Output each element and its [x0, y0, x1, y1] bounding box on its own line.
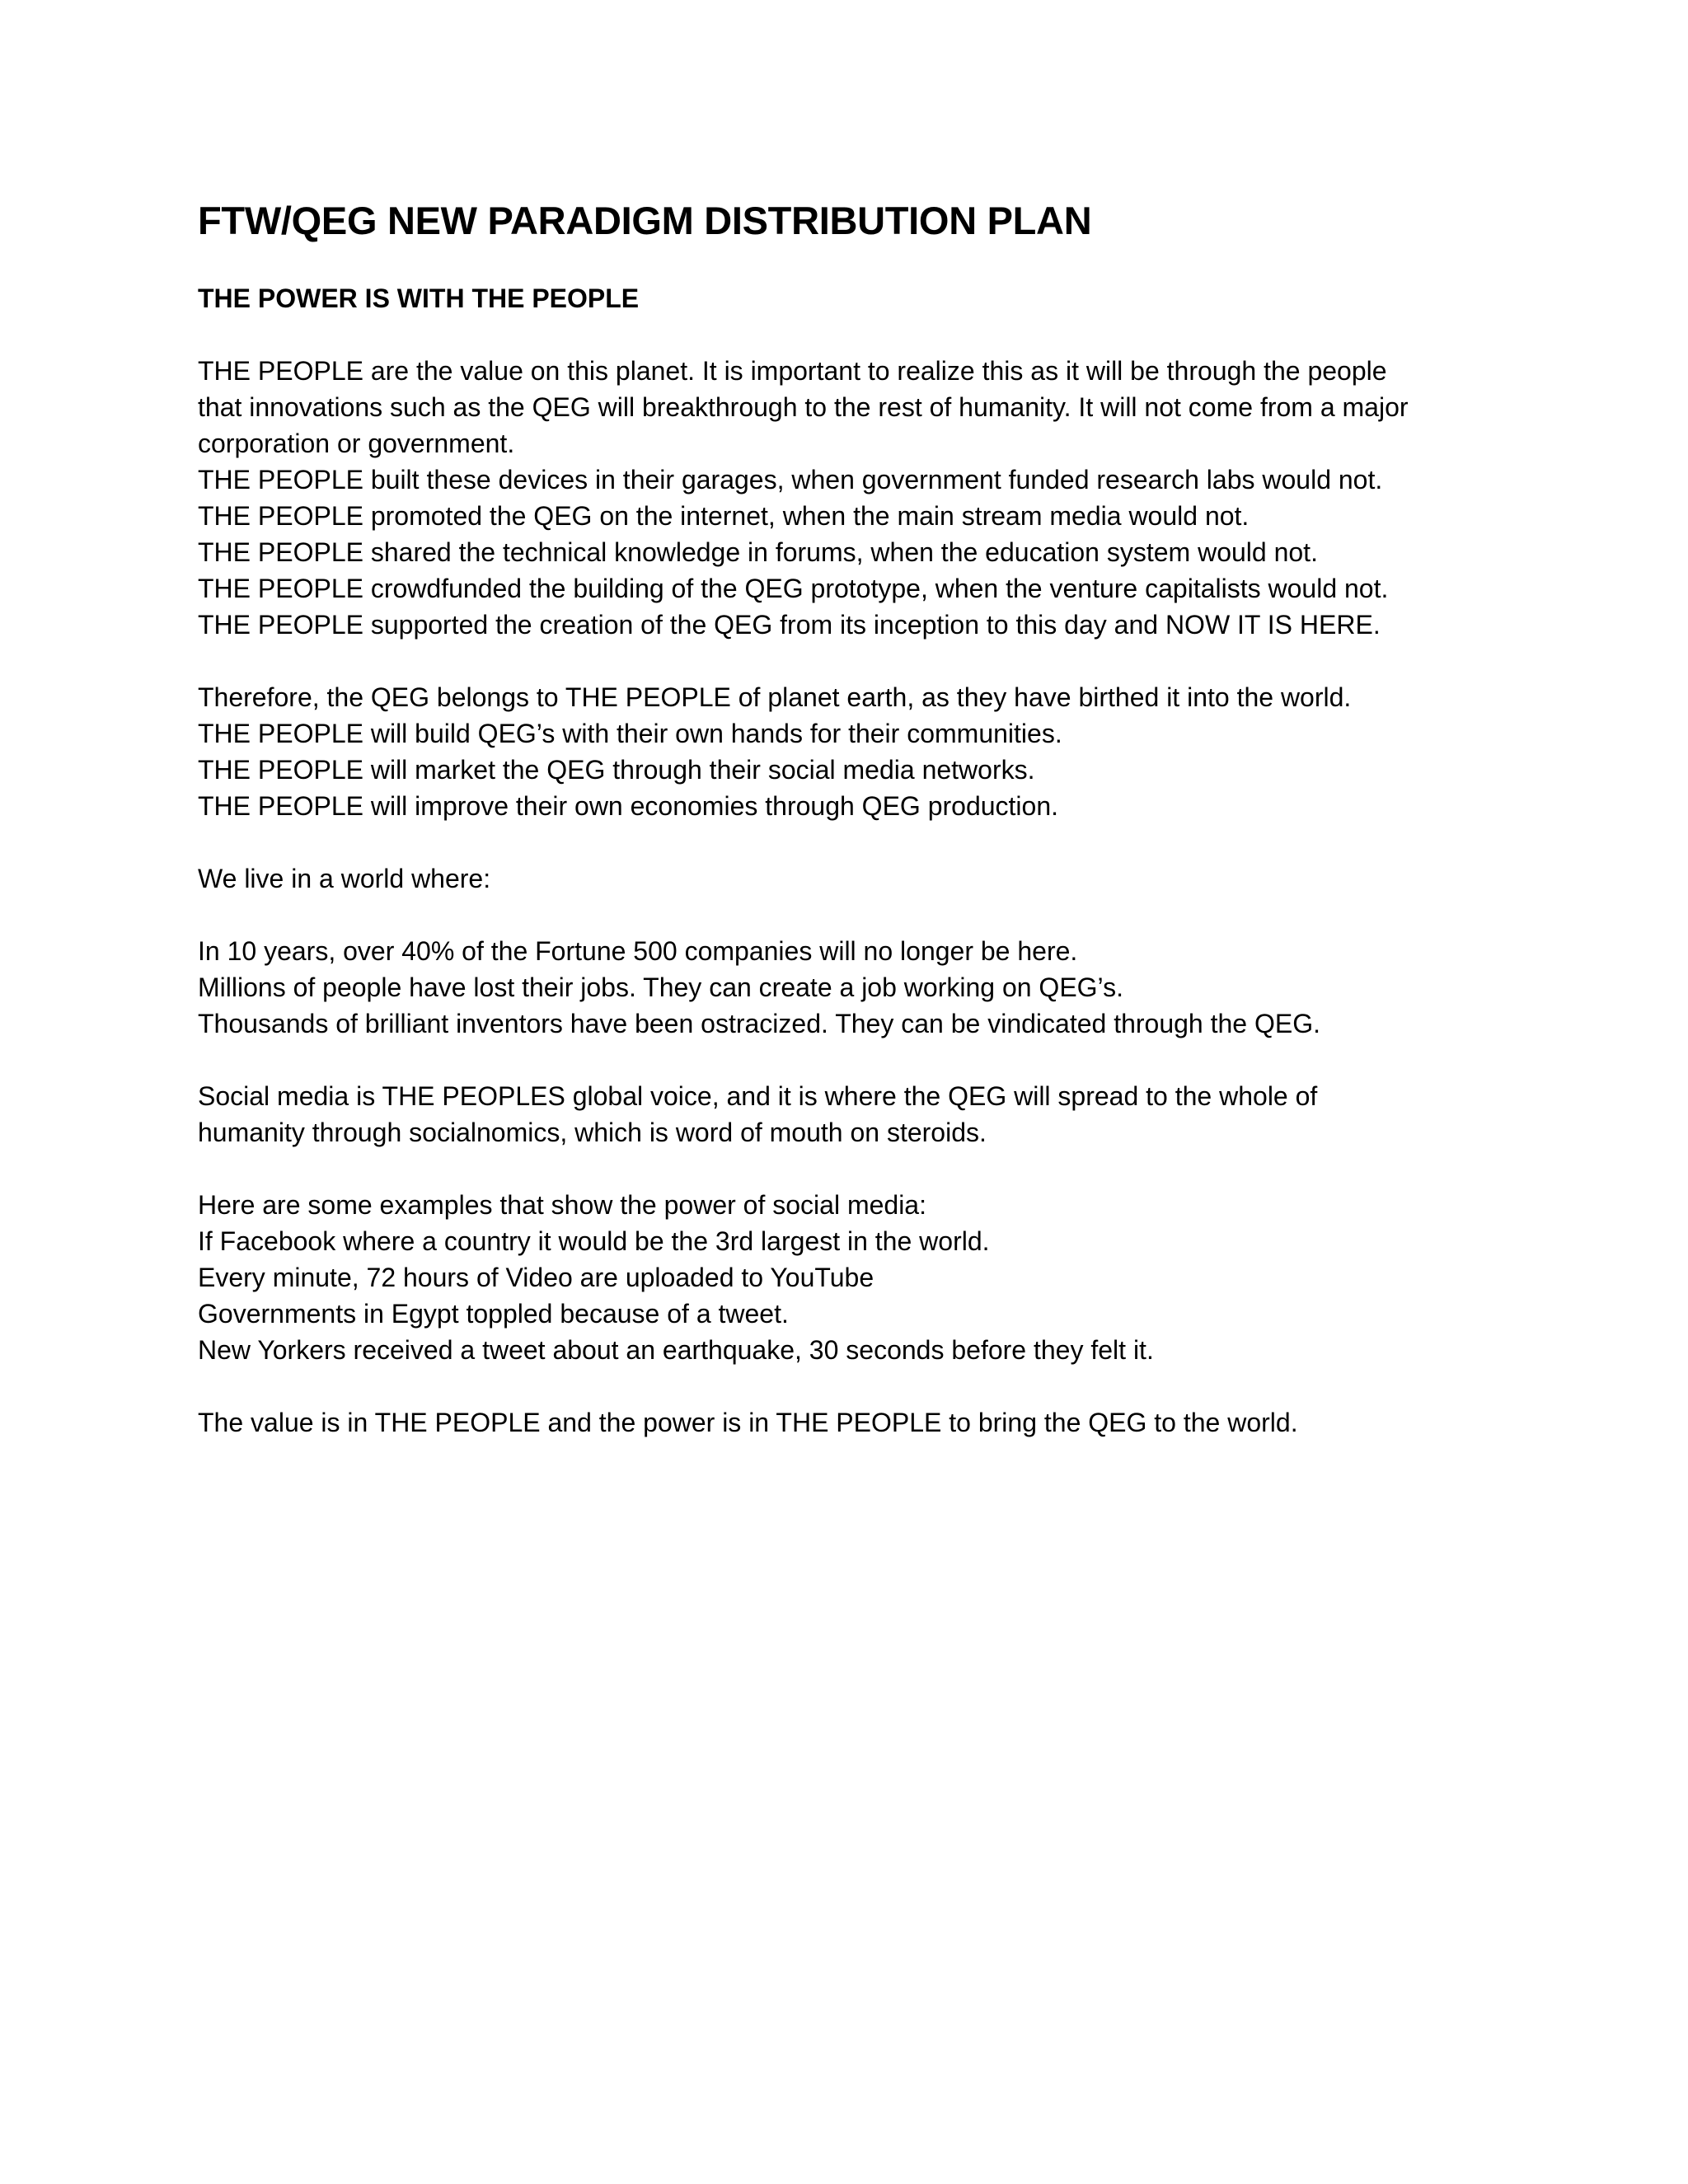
- paragraph-line: THE PEOPLE will build QEG’s with their own hands for their communities.: [198, 719, 1062, 748]
- paragraph-line: THE PEOPLE are the value on this planet. It is important to realize this as it will be through the people: [198, 356, 1387, 386]
- document-title: FTW/QEG NEW PARADIGM DISTRIBUTION PLAN: [198, 199, 1092, 242]
- paragraph-line: Social media is THE PEOPLES global voice, and it is where the QEG will spread to the whole of: [198, 1081, 1318, 1111]
- paragraph-line: New Yorkers received a tweet about an earthquake, 30 seconds before they felt it.: [198, 1335, 1154, 1365]
- paragraph: [198, 933, 1566, 1042]
- paragraph-line: Every minute, 72 hours of Video are uploaded to YouTube: [198, 1263, 874, 1292]
- paragraph-line: THE PEOPLE will improve their own economies through QEG production.: [198, 791, 1059, 821]
- paragraph-list: [198, 353, 1566, 1441]
- paragraph-line: Millions of people have lost their jobs. They can create a job working on QEG’s.: [198, 972, 1123, 1002]
- paragraph-line: In 10 years, over 40% of the Fortune 500 companies will no longer be here.: [198, 936, 1078, 966]
- paragraph-line: THE PEOPLE promoted the QEG on the internet, when the main stream media would not.: [198, 501, 1250, 531]
- paragraph: [198, 860, 1566, 897]
- paragraph-line: Here are some examples that show the power of social media:: [198, 1190, 926, 1220]
- paragraph: [198, 1404, 1566, 1441]
- paragraph-line: Thousands of brilliant inventors have been ostracized. They can be vindicated through the QEG.: [198, 1009, 1320, 1038]
- paragraph-line: corporation or government.: [198, 429, 515, 458]
- paragraph-line: Therefore, the QEG belongs to THE PEOPLE of planet earth, as they have birthed it into the world.: [198, 682, 1352, 712]
- paragraph-line: We live in a world where:: [198, 864, 491, 893]
- paragraph: [198, 679, 1566, 824]
- paragraph-line: The value is in THE PEOPLE and the power is in THE PEOPLE to bring the QEG to the world.: [198, 1408, 1298, 1437]
- paragraph-line: If Facebook where a country it would be the 3rd largest in the world.: [198, 1226, 990, 1256]
- document-body: [198, 196, 1566, 1477]
- paragraph-line: THE PEOPLE supported the creation of the QEG from its inception to this day and NOW IT IS HERE.: [198, 610, 1381, 640]
- paragraph: [198, 353, 1566, 643]
- paragraph-line: THE PEOPLE will market the QEG through their social media networks.: [198, 755, 1035, 785]
- paragraph-line: THE PEOPLE crowdfunded the building of the QEG prototype, when the venture capitalists would not.: [198, 574, 1389, 603]
- paragraph-line: THE PEOPLE built these devices in their garages, when government funded research labs would not.: [198, 465, 1383, 494]
- paragraph-line: that innovations such as the QEG will breakthrough to the rest of humanity. It will not come from a major: [198, 392, 1409, 422]
- paragraph: [198, 1187, 1566, 1368]
- paragraph-line: Governments in Egypt toppled because of a tweet.: [198, 1299, 789, 1329]
- section-heading: THE POWER IS WITH THE PEOPLE: [198, 284, 640, 313]
- paragraph: [198, 1078, 1566, 1151]
- paragraph-line: humanity through socialnomics, which is word of mouth on steroids.: [198, 1118, 987, 1147]
- paragraph-line: THE PEOPLE shared the technical knowledge in forums, when the education system would not.: [198, 537, 1318, 567]
